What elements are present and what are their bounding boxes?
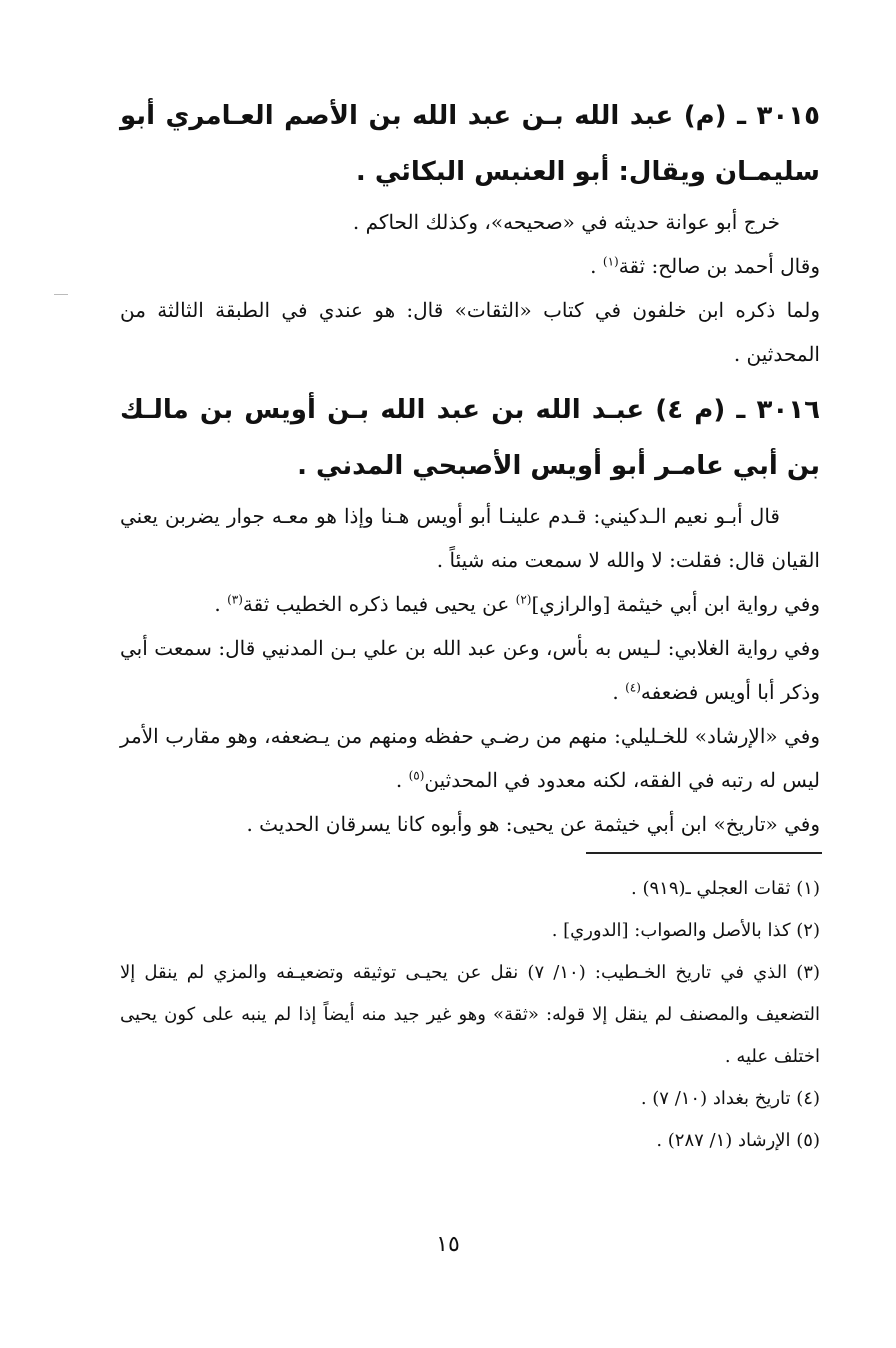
footnote-ref: (٢) bbox=[515, 592, 532, 607]
paragraph: وفي «الإرشاد» للخـليلي: منهم من رضـي حفظه ومنهم من يـضعفه، وهو مقارب الأمر ليس له رتبه في الفقه، لكنه معدود في المحدثين$^{(٥)}$ . bbox=[120, 724, 820, 792]
entry-heading: ٣٠١٥ ـ (م) عبد الله بـن عبد الله بن الأصم العـامري أبو سليمـان ويقال: أبو العنبس البكائي . bbox=[120, 101, 820, 187]
footnote: (١) ثقات العجلي ـ(٩١٩) . bbox=[631, 878, 820, 899]
paragraph: وقال أحمد بن صالح: ثقة$^{(١)}$ . bbox=[590, 254, 820, 278]
footnote-separator bbox=[120, 852, 820, 854]
page-number: ١٥ bbox=[436, 1232, 460, 1257]
paragraph: وفي «تاريخ» ابن أبي خيثمة عن يحيى: هو وأبوه كانا يسرقان الحديث . bbox=[246, 812, 820, 836]
footnote: (٥) الإرشاد (١/ ٢٨٧) . bbox=[656, 1130, 820, 1151]
paragraph: وفي رواية ابن أبي خيثمة [والرازي]$^{(٢)}$ عن يحيى فيما ذكره الخطيب ثقة$^{(٣)}$ . bbox=[214, 592, 820, 616]
footnote: (٣) الذي في تاريخ الخـطيب: (١٠/ ٧) نقل عن يحيـى توثيقه وتضعيـفه والمزي لم ينقل إلا التضعيف والمصنف لم ينقل إلا قوله: «ثقة» وهو غير جيد منه أيضاً إذا لم ينبه على كون يحيى اختلف عليه . bbox=[120, 962, 820, 1067]
footnote: (٤) تاريخ بغداد (١٠/ ٧) . bbox=[640, 1088, 820, 1109]
document-page bbox=[120, 88, 820, 1268]
margin-mark bbox=[54, 294, 68, 295]
footnotes bbox=[120, 868, 820, 1162]
entry-3015 bbox=[120, 88, 820, 376]
entry-heading: ٣٠١٦ ـ (م ٤) عبـد الله بن عبد الله بـن أويس بن مالـك بن أبي عامـر أبو أويس الأصبحي المدني . bbox=[120, 395, 821, 481]
paragraph: قال أبـو نعيم الـدكيني: قـدم علينـا أبو أويس هـنا وإذا هو معـه جوار يضربن يعني القيان قال: فقلت: لا والله لا سمعت منه شيئاً . bbox=[120, 504, 820, 572]
footnote: (٢) كذا بالأصل والصواب: [الدوري] . bbox=[551, 920, 820, 941]
footnote-ref: (١) bbox=[602, 254, 619, 269]
footnote-ref: (٥) bbox=[408, 768, 425, 783]
paragraph: وفي رواية الغلابي: لـيس به بأس، وعن عبد الله بن علي بـن المدنيي قال: سمعت أبي وذكر أبا أويس فضعفه$^{(٤)}$ . bbox=[120, 636, 820, 704]
footnote-ref: (٤) bbox=[625, 680, 641, 695]
paragraph: ولما ذكره ابن خلفون في كتاب «الثقات» قال: هو عندي في الطبقة الثالثة من المحدثين . bbox=[120, 298, 820, 366]
paragraph: خرج أبو عوانة حديثه في «صحيحه»، وكذلك الحاكم . bbox=[352, 210, 780, 234]
entry-3016 bbox=[120, 382, 820, 846]
footnote-ref: (٣) bbox=[227, 592, 243, 607]
